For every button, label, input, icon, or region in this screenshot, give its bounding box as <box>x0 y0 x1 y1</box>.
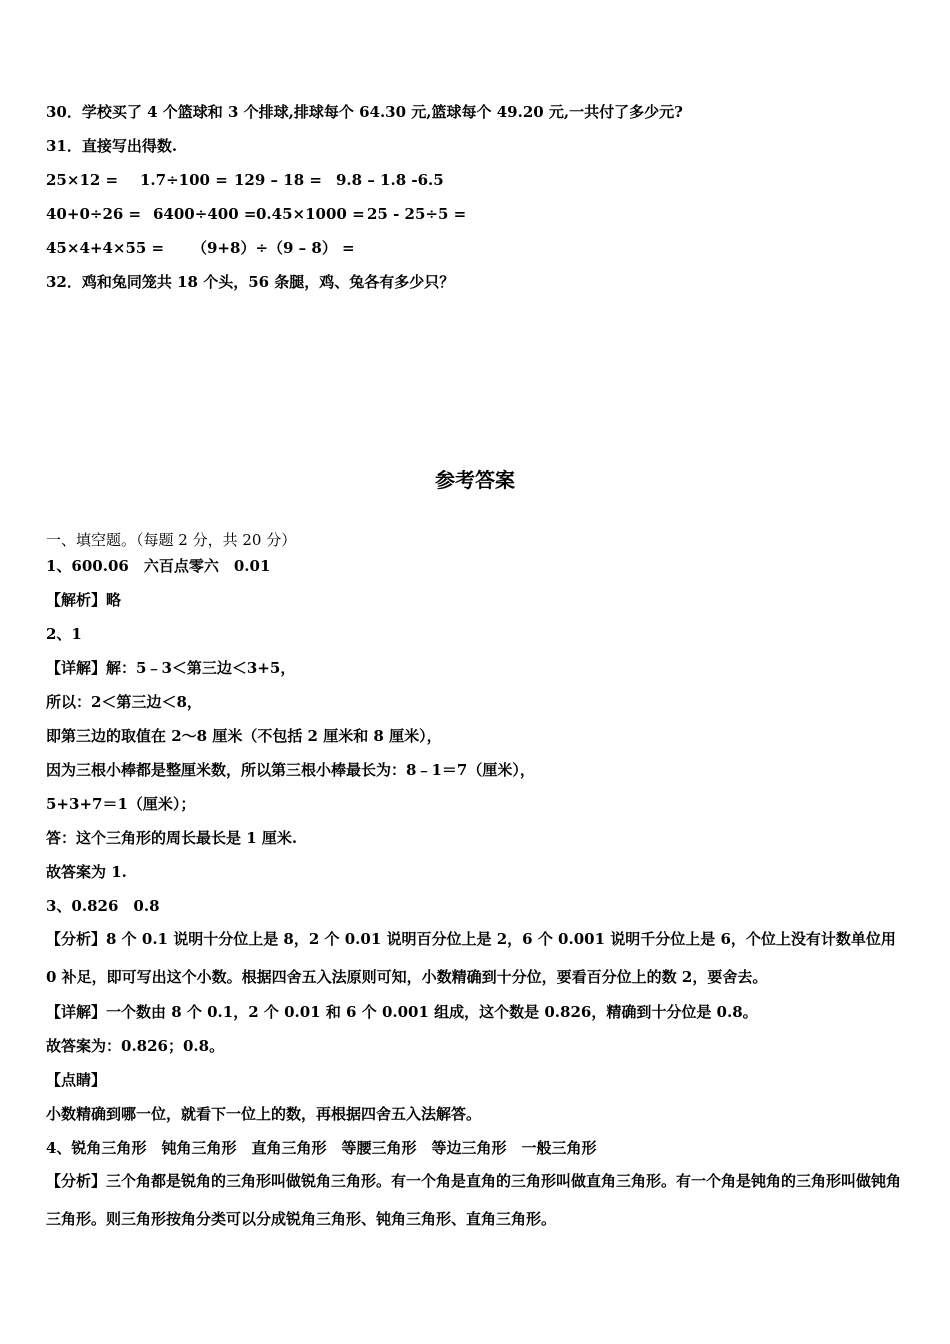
calc-item: 25×12 = <box>46 171 119 189</box>
answer-2-line: 5+3+7＝1（厘米）； <box>46 795 196 813</box>
answer-2: 2、1 <box>46 625 82 643</box>
answer-3-tip-text: 小数精确到哪一位，就看下一位上的数，再根据四舍五入法解答。 <box>46 1105 482 1123</box>
question-32: 32．鸡和兔同笼共 18 个头，56 条腿，鸡、兔各有多少只？ <box>46 273 455 291</box>
question-31: 31．直接写出得数. <box>46 137 178 155</box>
answer-3-answer: 故答案为：0.826；0.8。 <box>46 1037 225 1055</box>
calc-row-3 <box>46 238 906 258</box>
question-30: 30．学校买了 4 个篮球和 3 个排球,排球每个 64.30 元,篮球每个 49.20 元,一共付了多少元? <box>46 103 683 121</box>
answer-2-line: 答：这个三角形的周长最长是 1 厘米. <box>46 829 298 847</box>
answer-4-analysis: 【分析】三个角都是锐角的三角形叫做锐角三角形。有一个角是直角的三角形叫做直角三角形。有一个角是钝角的三角形叫做钝角三角形。则三角形按角分类可以分成锐角三角形、钝角三角形、直角三角形。 <box>46 1172 902 1228</box>
answer-2-line: 故答案为 1. <box>46 863 127 881</box>
answer-3: 3、0.826 0.8 <box>46 897 160 915</box>
calc-item: 25 - 25÷5 = <box>367 205 467 223</box>
answer-2-line: 因为三根小棒都是整厘米数，所以第三根小棒最长为：8﹣1＝7（厘米）， <box>46 761 535 779</box>
calc-item: 9.8 – 1.8 -6.5 <box>336 171 444 189</box>
answer-2-line: 即第三边的取值在 2～8 厘米（不包括 2 厘米和 8 厘米）， <box>46 727 442 745</box>
answer-3-analysis: 【分析】8 个 0.1 说明十分位上是 8，2 个 0.01 说明百分位上是 2，6 个 0.001 说明千分位上是 6，个位上没有计数单位用 0 补足，即可写出这个小数。根据四舍五入法原则可知，小数精确到十分位，要看百分位上的数 2，要舍去。 <box>46 930 896 986</box>
answer-1-analysis: 【解析】略 <box>46 591 122 609</box>
calc-item: 1.7÷100 = <box>140 171 228 189</box>
answer-4: 4、锐角三角形 钝角三角形 直角三角形 等腰三角形 等边三角形 一般三角形 <box>46 1139 597 1157</box>
answer-2-detail: 【详解】解：5﹣3＜第三边＜3+5， <box>46 659 296 677</box>
answer-3-detail: 【详解】一个数由 8 个 0.1，2 个 0.01 和 6 个 0.001 组成，这个数是 0.826，精确到十分位是 0.8。 <box>46 1003 758 1021</box>
section-heading: 一、填空题。（每题 2 分，共 20 分） <box>46 531 297 549</box>
calc-item: 45×4+4×55 = <box>46 239 165 257</box>
calc-item: 0.45×1000 = <box>256 205 365 223</box>
calc-row-1 <box>46 170 906 190</box>
calc-item: （9+8）÷（9 – 8） = <box>192 239 355 257</box>
answer-1: 1、600.06 六百点零六 0.01 <box>46 557 271 575</box>
calc-item: 6400÷400 = <box>153 205 257 223</box>
answer-3-tip: 【点睛】 <box>46 1071 107 1089</box>
calc-item: 40+0÷26 = <box>46 205 142 223</box>
calc-row-2 <box>46 204 906 224</box>
calc-item: 129 – 18 = <box>234 171 322 189</box>
answers-title: 参考答案 <box>435 468 515 492</box>
answer-2-line: 所以：2＜第三边＜8， <box>46 693 202 711</box>
